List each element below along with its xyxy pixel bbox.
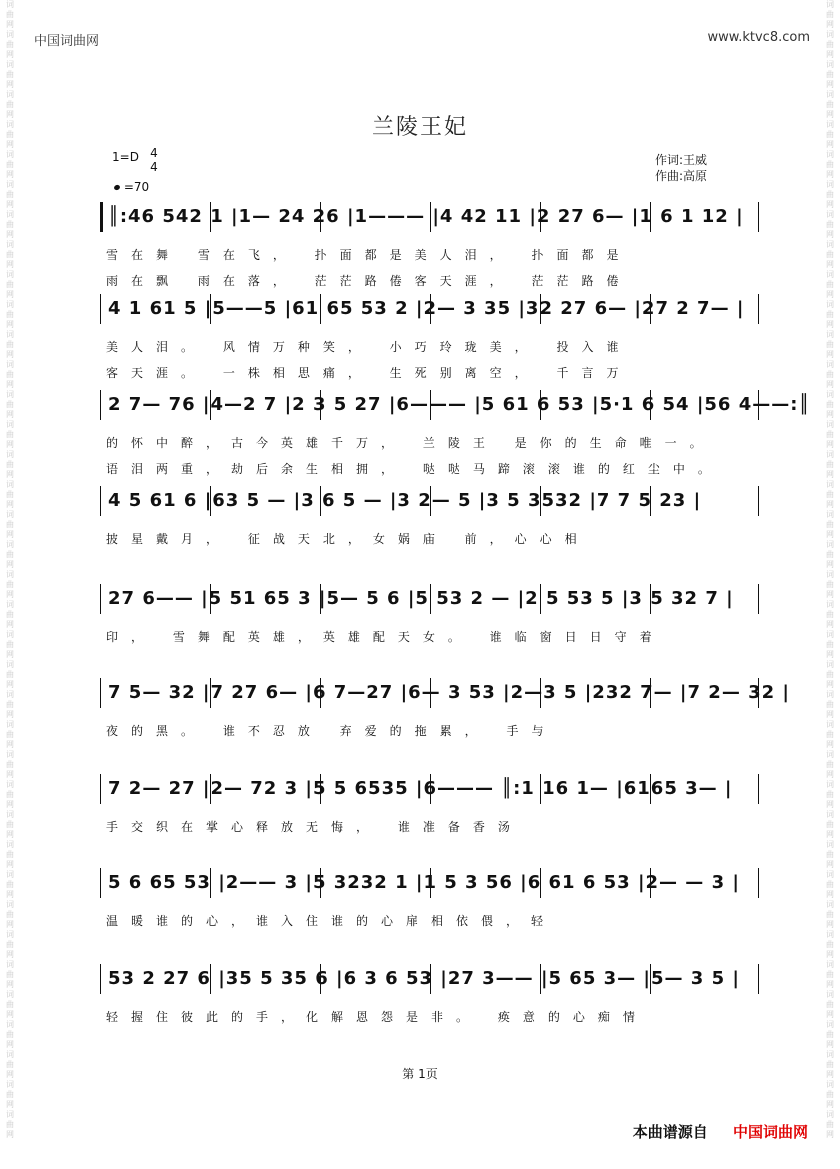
quarter-note-icon	[113, 184, 120, 191]
barline	[100, 868, 101, 898]
barline	[100, 390, 101, 420]
right-watermark-strip: 词曲网词曲网词曲网词曲网词曲网词曲网词曲网词曲网词曲网词曲网词曲网词曲网词曲网词曲网词曲网词曲网词曲网词曲网词曲网词曲网词曲网词曲网词曲网词曲网词曲网词曲网词曲网词曲网词曲网词曲网词曲网词曲网词曲网词曲网词曲网词曲网词曲网词曲网	[826, 0, 834, 1139]
notation-line: ║:46 542 1 |1— 24 26 |1——— |4 42 11 |2 27 6— |1 6 1 12 |	[108, 206, 744, 227]
left-watermark-strip: 词曲网词曲网词曲网词曲网词曲网词曲网词曲网词曲网词曲网词曲网词曲网词曲网词曲网词曲网词曲网词曲网词曲网词曲网词曲网词曲网词曲网词曲网词曲网词曲网词曲网词曲网词曲网词曲网词曲网词曲网词曲网词曲网词曲网词曲网词曲网词曲网词曲网词曲网	[6, 0, 14, 1139]
lyrics-verse-1: 夜的黑。 谁不忍放 弃爱的拖累， 手与	[106, 724, 557, 738]
barline	[100, 202, 103, 232]
tempo-value: =70	[123, 180, 150, 194]
barline	[100, 294, 101, 324]
key-label: 1=D	[112, 150, 139, 164]
barline	[100, 774, 101, 804]
key-signature	[112, 146, 158, 174]
source-brand[interactable]: 中国词曲网	[732, 1123, 808, 1141]
lyrics-verse-1: 美人泪。 风情万种笑， 小巧玲珑美， 投入谁	[106, 340, 632, 354]
lyrics-verse-1: 手交织在掌心释放无悔， 谁准备香汤	[106, 820, 523, 834]
source-label: 本曲谱源自	[632, 1123, 708, 1141]
barline	[758, 774, 759, 804]
lyrics-verse-1: 温暖谁的心，谁入住谁的心扉相依偎，轻	[106, 914, 557, 928]
notation-line: 4 1 61 5 |5——5 |61 65 53 2 |2— 3 35 |32 27 6— |27 2 7— |	[108, 298, 745, 319]
notation-line: 4 5 61 6 |63 5 — |3 6 5 — |3 2— 5 |3 5 3532 |7 7 5 23 |	[108, 490, 702, 511]
time-signature	[148, 146, 160, 174]
lyrics-verse-2: 雨在飘 雨在落， 茫茫路倦客天涯， 茫茫路倦	[106, 274, 632, 288]
lyrics-verse-1: 披星戴月， 征战天北，女娲庙 前，心心相	[106, 532, 590, 546]
barline	[100, 584, 101, 614]
page-number: 第 1页	[402, 1067, 438, 1081]
lyrics-verse-2: 客天涯。 一株相思痛， 生死别离空， 千言万	[106, 366, 632, 380]
lyricist: 作词:王威	[655, 153, 708, 167]
composer: 作曲:高原	[655, 169, 708, 183]
notation-line: 5 6 65 53 |2—— 3 |5 3232 1 |1 5 3 56 |6 61 6 53 |2— — 3 |	[108, 872, 740, 893]
source-credit	[633, 1121, 808, 1142]
time-bottom: 4	[150, 160, 158, 174]
lyrics-verse-2: 语泪两重，劫后余生相拥， 哒哒马蹄滚滚谁的红尘中。	[106, 462, 723, 476]
lyrics-verse-1: 的怀中醉，古今英雄千万， 兰陵王 是你的生命唯一。	[106, 436, 715, 450]
barline	[100, 678, 101, 708]
notation-line: 7 5— 32 |7 27 6— |6 7—27 |6— 3 53 |2—3 5 |232 7— |7 2— 32 |	[108, 682, 790, 703]
notation-line: 27 6—— |5 51 65 3 |5— 5 6 |5 53 2 — |2 5 53 5 |3 5 32 7 |	[108, 588, 734, 609]
barline	[100, 486, 101, 516]
barline	[758, 868, 759, 898]
site-name[interactable]: 中国词曲网	[34, 34, 100, 49]
tempo-marking	[114, 180, 149, 194]
site-url[interactable]: www.ktvc8.com	[707, 30, 810, 45]
notation-line: 2 7— 76 |4—2 7 |2 3 5 27 |6——— |5 61 6 53 |5·1 6 54 |56 4——:║	[108, 394, 811, 415]
barline	[758, 294, 759, 324]
song-title: 兰陵王妃	[371, 115, 468, 140]
notation-line: 53 2 27 6 |35 5 35 6 |6 3 6 53 |27 3—— |5 65 3— |5— 3 5 |	[108, 968, 740, 989]
barline	[100, 964, 101, 994]
barline	[758, 486, 759, 516]
barline	[758, 584, 759, 614]
lyrics-verse-1: 印， 雪舞配英雄，英雄配天女。 谁临窗日日守着	[106, 630, 665, 644]
barline	[758, 964, 759, 994]
notation-line: 7 2— 27 |2— 72 3 |5 5 6535 |6——— ║:1 16 1— |6165 3— |	[108, 778, 733, 799]
lyrics-verse-1: 雪在舞 雪在飞， 扑面都是美人泪， 扑面都是	[106, 248, 632, 262]
lyrics-verse-1: 轻握住彼此的手，化解恩怨是非。 痪意的心痴情	[106, 1010, 648, 1024]
time-top: 4	[150, 146, 158, 160]
credits	[655, 152, 707, 184]
barline	[758, 202, 759, 232]
